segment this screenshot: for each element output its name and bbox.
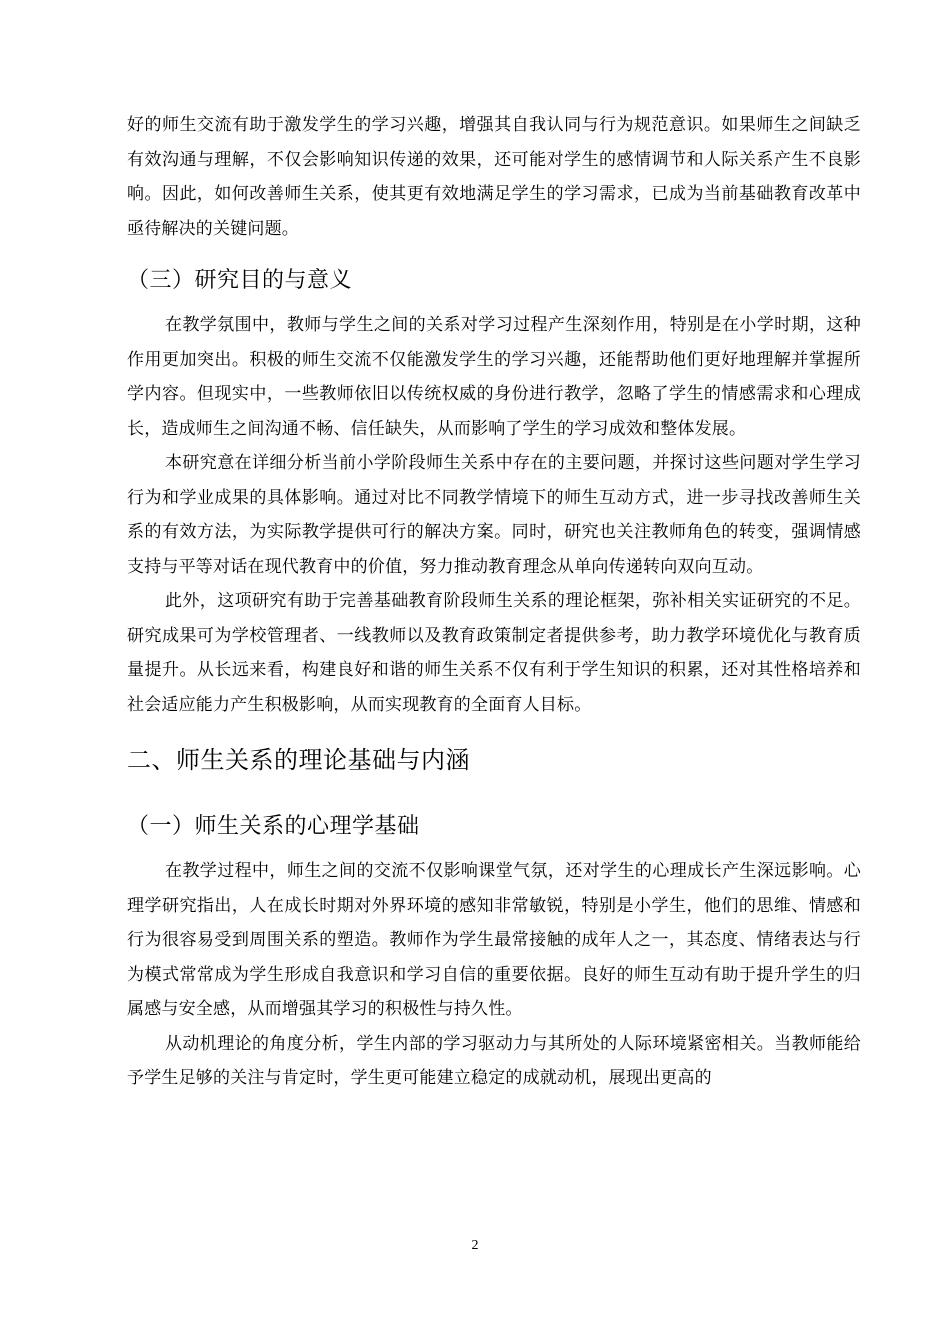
paragraph-research-significance: 此外，这项研究有助于完善基础教育阶段师生关系的理论框架，弥补相关实证研究的不足。研究成果可为学校管理者、一线教师以及教育政策制定者提供参考，助力教学环境优化与教育质量提升。从长远来看，构建良好和谐的师生关系不仅有利于学生知识的积累，还对其性格培养和社会适应能力产生积极影响，从而实现教育的全面育人目标。 [127, 591, 861, 715]
document-page [127, 108, 861, 1096]
paragraph-psychology: 在教学过程中，师生之间的交流不仅影响课堂气氛，还对学生的心理成长产生深远影响。心理学研究指出，人在成长时期对外界环境的感知非常敏锐，特别是小学生，他们的思维、情感和行为很容易受到周围关系的塑造。教师作为学生最常接触的成年人之一，其态度、情绪表达与行为模式常常成为学生形成自我意识和学习自信的重要依据。良好的师生互动有助于提升学生的归属感与安全感，从而增强其学习的积极性与持久性。 [127, 861, 861, 1019]
section-heading-research-purpose: （三）研究目的与意义 [127, 268, 353, 293]
section-heading-psychology-basis: （一）师生关系的心理学基础 [127, 814, 420, 839]
paragraph-motivation-theory: 从动机理论的角度分析，学生内部的学习驱动力与其所处的人际环境紧密相关。当教师能给予学生足够的关注与肯定时，学生更可能建立稳定的成就动机，展现出更高的 [127, 1033, 861, 1088]
paragraph-research-aim: 本研究意在详细分析当前小学阶段师生关系中存在的主要问题，并探讨这些问题对学生学习行为和学业成果的具体影响。通过对比不同教学情境下的师生互动方式，进一步寻找改善师生关系的有效方法，为实际教学提供可行的解决方案。同时，研究也关注教师角色的转变，强调情感支持与平等对话在现代教育中的价值，努力推动教育理念从单向传递转向双向互动。 [127, 453, 861, 577]
paragraph-continued: 好的师生交流有助于激发学生的学习兴趣，增强其自我认同与行为规范意识。如果师生之间缺乏有效沟通与理解，不仅会影响知识传递的效果，还可能对学生的感情调节和人际关系产生不良影响。因此，如何改善师生关系，使其更有效地满足学生的学习需求，已成为当前基础教育改革中亟待解决的关键问题。 [127, 115, 861, 239]
page-number: 2 [471, 1238, 479, 1253]
paragraph-research-background: 在教学氛围中，教师与学生之间的关系对学习过程产生深刻作用，特别是在小学时期，这种作用更加突出。积极的师生交流不仅能激发学生的学习兴趣，还能帮助他们更好地理解并掌握所学内容。但现实中，一些教师依旧以传统权威的身份进行教学，忽略了学生的情感需求和心理成长，造成师生之间沟通不畅、信任缺失，从而影响了学生的学习成效和整体发展。 [127, 315, 861, 439]
chapter-heading-theory: 二、师生关系的理论基础与内涵 [127, 746, 470, 774]
